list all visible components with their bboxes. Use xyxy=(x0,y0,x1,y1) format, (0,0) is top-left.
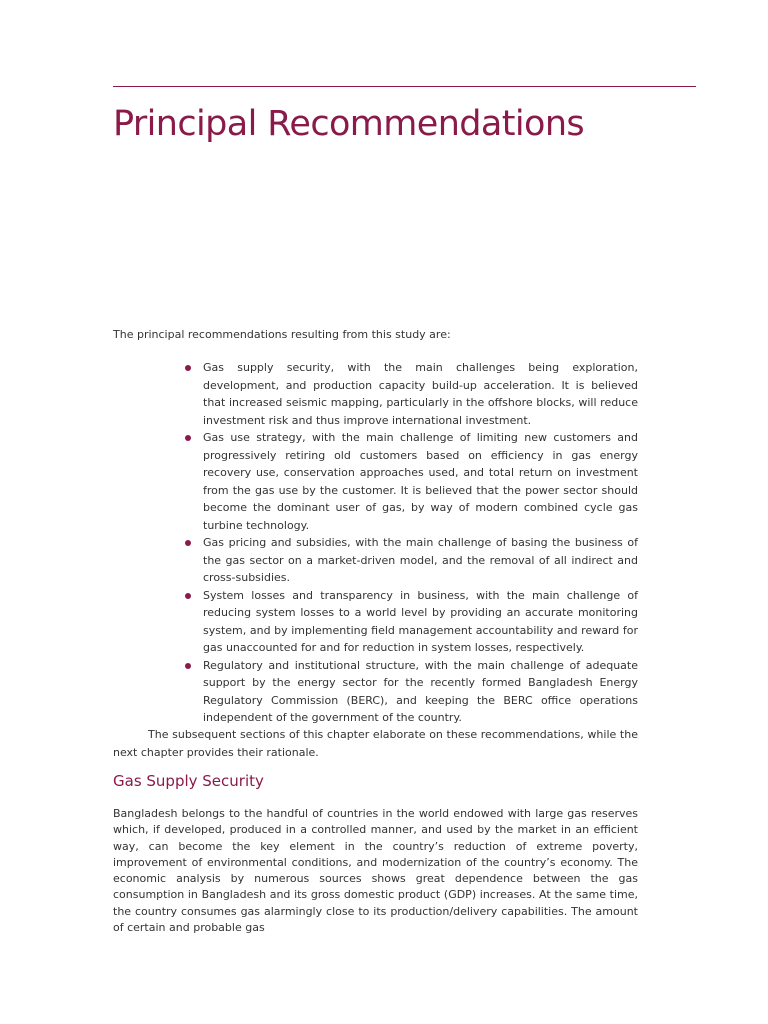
list-item xyxy=(203,534,638,587)
bullet-icon xyxy=(185,365,191,371)
body-paragraph: Bangladesh belongs to the handful of countries in the world endowed with large gas reserves which, if developed, produced in a controlled manner, and used by the market in an efficient way, can become the key element in the country’s reduction of extreme poverty, improvement of environmental conditions, and modernization of the country’s economy. The economic analysis by numerous sources shows great dependence between the gas consumption in Bangladesh and its gross domestic product (GDP) increases. At the same time, the country consumes gas alarmingly close to its production/delivery capabilities. The amount of certain and probable gas xyxy=(113,807,638,935)
bullet-icon xyxy=(185,540,191,546)
recommendations-list xyxy=(203,359,638,727)
list-item xyxy=(203,429,638,534)
bullet-icon xyxy=(185,435,191,441)
list-item-text: Gas pricing and subsidies, with the main challenge of basing the business of the gas sector on a market-driven model, and the removal of all indirect and cross-subsidies. xyxy=(203,536,638,584)
list-item-text: Gas supply security, with the main challenges being exploration, development, and production capacity build-up acceleration. It is believed that increased seismic mapping, particularly in the offshore blocks, will reduce investment risk and thus improve international investment. xyxy=(203,361,638,427)
transition-paragraph: The subsequent sections of this chapter elaborate on these recommendations, while the next chapter provides their rationale. xyxy=(113,728,638,759)
title-rule xyxy=(113,86,696,87)
page-title: Principal Recommendations xyxy=(113,104,585,144)
list-item-text: Gas use strategy, with the main challenge of limiting new customers and progressively retiring old customers based on efficiency in gas energy recovery use, conservation approaches used, and total return on investment from the gas use by the customer. It is believed that the power sector should become the dominant user of gas, by way of modern combined cycle gas turbine technology. xyxy=(203,431,638,532)
list-item xyxy=(203,359,638,429)
section-heading: Gas Supply Security xyxy=(113,772,264,790)
list-item-text: System losses and transparency in business, with the main challenge of reducing system losses to a world level by providing an accurate monitoring system, and by implementing field management accountability and reward for gas unaccounted for and for reduction in system losses, respectively. xyxy=(203,588,638,654)
intro-text: The principal recommendations resulting from this study are: xyxy=(113,328,451,341)
list-item xyxy=(203,657,638,727)
bullet-icon xyxy=(185,663,191,669)
list-item-text: Regulatory and institutional structure, with the main challenge of adequate support by the energy sector for the recently formed Bangladesh Energy Regulatory Commission (BERC), and keeping the BERC office operations independent of the government of the country. xyxy=(203,658,638,724)
bullet-icon xyxy=(185,593,191,599)
list-item xyxy=(203,587,638,657)
